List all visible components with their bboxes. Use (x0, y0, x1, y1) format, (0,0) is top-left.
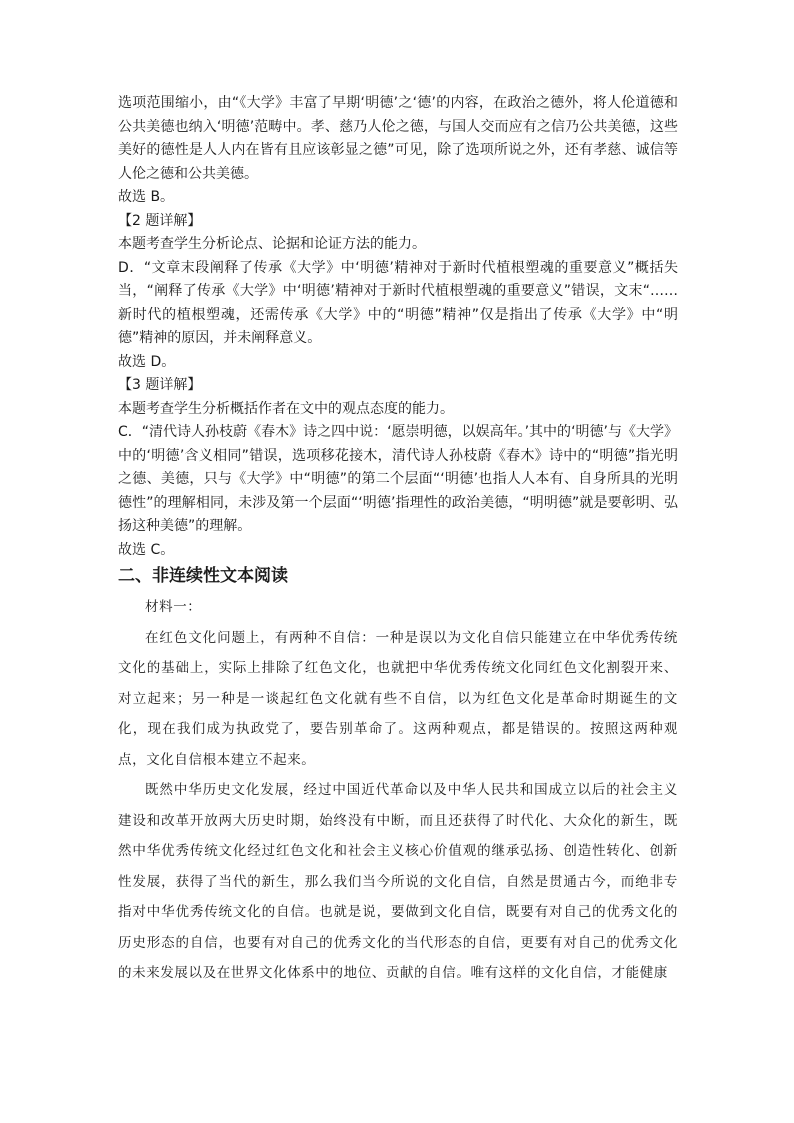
material-paragraph-2: 既然中华历史文化发展，经过中国近代革命以及中华人民共和国成立以后的社会主义建设和改革开放两大历史时期，始终没有中断，而且还获得了时代化、大众化的新生，既然中华优秀传统文化经过红色文化和社会主义核心价值观的继承弘扬、创造性转化、创新性发展，获得了当代的新生，那么我们当今所说的文化自信，自然是贯通古今，而绝非专指对中华优秀传统文化的自信。也就是说，要做到文化自信，既要有对自己的优秀文化的历史形态的自信，也要有对自己的优秀文化的当代形态的自信，更要有对自己的优秀文化的未来发展以及在世界文化体系中的地位、贡献的自信。唯有这样的文化自信，才能健康 (118, 782, 678, 981)
question-3-heading: 【3 题详解】 (118, 377, 202, 393)
material-paragraph-1: 在红色文化问题上，有两种不自信：一种是误以为文化自信只能建立在中华优秀传统文化的基础上，实际上排除了红色文化，也就把中华优秀传统文化同红色文化割裂开来、对立起来；另一种是一谈起红色文化就有些不自信，以为红色文化是革命时期诞生的文化，现在我们成为执政党了，要告别革命了。这两种观点，都是错误的。按照这两种观点，文化自信根本建立不起来。 (118, 629, 678, 768)
document-content (118, 92, 678, 989)
question-2-ability: 本题考查学生分析论点、论据和论证方法的能力。 (118, 236, 426, 252)
question-3-ability: 本题考查学生分析概括作者在文中的观点态度的能力。 (118, 400, 454, 417)
section-title: 二、非连续性文本阅读 (118, 566, 288, 586)
question-3-explanation: C．“清代诗人孙枝蔚《春木》诗之四中说：‘愿崇明德，以娱高年。’其中的‘明德’与《大学》中的‘明德’含义相同”错误，选项移花接木，清代诗人孙枝蔚《春木》诗中的“明德”指光明之德、美德，只与《大学》中“明德”的第二个层面“‘明德’也指人人本有、自身所具的光明德性”的理解相同，未涉及第一个层面“‘明德’指理性的政治美德，“明明德”就是要彰明、弘扬这种美德”的理解。 (118, 424, 678, 534)
answer-1: 故选 B。 (118, 189, 175, 205)
material-label: 材料一： (145, 599, 202, 615)
answer-2: 故选 D。 (118, 353, 176, 370)
answer-3: 故选 C。 (118, 541, 175, 558)
question-2-heading: 【2 题详解】 (118, 212, 202, 229)
intro-paragraph: 选项范围缩小，由“《大学》丰富了早期‘明德’之‘德’的内容，在政治之德外，将人伦道德和公共美德也纳入‘明德’范畴中。孝、慈乃人伦之德，与国人交而应有之信乃公共美德，这些美好的德性是人人内在皆有且应该彰显之德”可见，除了选项所说之外，还有孝慈、诚信等人伦之德和公共美德。 (118, 95, 678, 182)
question-2-explanation: D．“文章末段阐释了传承《大学》中‘明德’精神对于新时代植根塑魂的重要意义”概括失当，“阐释了传承《大学》中‘明德’精神对于新时代植根塑魂的重要意义”错误，文末“……新时代的植根塑魂，还需传承《大学》中的“明德”精神”仅是指出了传承《大学》中“明德”精神的原因，并未阐释意义。 (118, 259, 678, 346)
